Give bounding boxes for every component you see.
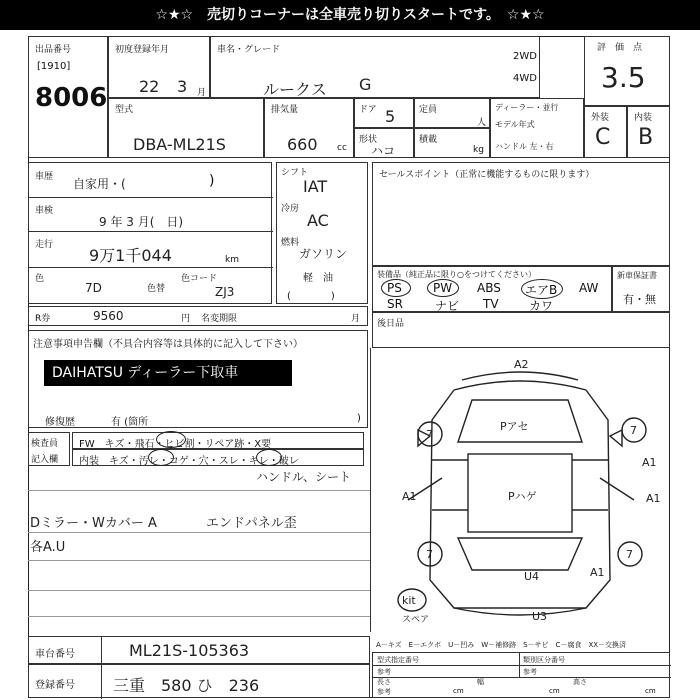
form-cm-1: cm (453, 687, 464, 695)
lot-code: [1910] (37, 61, 71, 72)
model-label: 型式 (115, 105, 134, 115)
label-u3: U3 (532, 610, 548, 623)
interior-box (627, 106, 670, 158)
damage-diagram (372, 350, 670, 636)
inspector-label: 検査員 (31, 439, 59, 449)
handwritten-note-3: エンドパネル歪 (206, 516, 297, 531)
equip-airbag: エアB (525, 283, 558, 297)
entry-label: 記入欄 (31, 455, 59, 465)
label-u4: U4 (524, 570, 540, 583)
tire-rr: 7 (626, 548, 633, 561)
color-value: 7D (85, 281, 102, 295)
form-width: 幅 (477, 678, 484, 686)
registration-label: 登録番号 (35, 680, 75, 691)
equipment-box (372, 266, 612, 312)
drive-2wd: 2WD (513, 51, 537, 62)
spec-block (276, 162, 368, 304)
cc-unit: cc (337, 143, 347, 153)
shape-label: 形状 (359, 135, 378, 145)
grade: G (359, 75, 372, 94)
form-cm-3: cm (645, 687, 656, 695)
interior-grade: B (638, 125, 654, 150)
exterior-label: 外装 (591, 113, 610, 123)
chassis-label: 車台番号 (35, 649, 75, 660)
displacement-label: 排気量 (271, 105, 299, 115)
fuel-light: 軽 油 (303, 273, 333, 284)
capacity-box (414, 98, 490, 128)
color-change-label: 色替 (147, 284, 166, 294)
handwritten-note-2: Dミラー・Wカバー A (30, 516, 157, 531)
color-code-value: ZJ3 (215, 285, 235, 299)
recycle-value: 9560 (93, 309, 124, 323)
drive-4wd: 4WD (513, 73, 537, 84)
capacity-label: 定員 (419, 105, 438, 115)
color-code-label: 色コード (181, 274, 218, 284)
person-unit: 人 (477, 118, 487, 128)
fuel-paren: ( ) (287, 291, 335, 302)
form-ref-b: 参考 (523, 668, 537, 676)
lot-number: 8006 (35, 83, 108, 113)
interior-label: 内装 (634, 113, 653, 123)
label-roof: Pハゲ (508, 490, 537, 503)
yen-unit: 円 (181, 314, 191, 324)
registration-value: 三重 580 ひ 236 (113, 676, 260, 695)
equipment-label: 装備品（純正品に限り○をつけてください） (377, 270, 536, 279)
dealer-note: DAIHATSU ディーラー下取車 (44, 360, 292, 386)
car-name: ルークス (263, 80, 327, 99)
label-pillar: Pアセ (500, 420, 529, 433)
tire-fl: 7 (426, 428, 433, 441)
header-banner: ☆★☆ 売切りコーナーは全車売り切りスタートです。 ☆★☆ (0, 0, 700, 30)
door-box (354, 98, 414, 128)
warranty-label: 新車保証書 (617, 271, 657, 280)
sales-point-box (372, 162, 670, 266)
history-block: 車歴 自家用・( ) 車検 9 年 3 月( 日) 走行 9万1千044 km 色 7D 色替 色コード ZJ3 (28, 162, 272, 304)
lot-label: 出品番号 (35, 45, 72, 55)
equip-ps: PS (387, 281, 402, 295)
inspection-label: 車検 (35, 206, 54, 216)
handwritten-note-4: 各A.U (30, 540, 66, 555)
fw-row-text: FW キズ・飛石・ヒビ割・リペア跡・X要 (79, 439, 272, 450)
fw-row (72, 432, 364, 449)
first-reg-year: 22 (139, 77, 160, 96)
recycle-row (28, 306, 368, 326)
shape-box (354, 128, 414, 158)
form-box (372, 652, 670, 698)
equip-tv: TV (483, 297, 499, 311)
color-label: 色 (35, 274, 45, 284)
shape: ハコ (371, 144, 396, 158)
model: DBA-ML21S (133, 135, 226, 154)
mileage-label: 走行 (35, 240, 54, 250)
deadline-label: 名変期限 (201, 314, 238, 324)
recycle-label: R券 (35, 314, 51, 324)
repair-label: 修復歴 (45, 417, 75, 428)
tire-fr: 7 (630, 424, 637, 437)
shift-label: シフト (281, 168, 309, 178)
model-year-label: モデル年式 (495, 120, 535, 129)
first-reg-label: 初度登録年月 (115, 45, 170, 55)
lot-box (28, 36, 108, 158)
chassis-value: ML21S-105363 (129, 641, 250, 660)
handle-label: ハンドル 左・右 (495, 142, 554, 151)
later-items-label: 後日品 (377, 319, 405, 329)
damage-legend: A－キズ E－エクボ U－凹み W－補修跡 S－サビ C－腐食 XX－交換済 (376, 641, 627, 649)
form-length: 長さ (377, 678, 391, 686)
ac-value: AC (307, 211, 329, 230)
score-label: 評 価 点 (597, 43, 643, 53)
spare-kit: kit (402, 594, 416, 607)
score: 3.5 (601, 61, 646, 94)
kg-unit: kg (473, 145, 484, 155)
registration-row (28, 664, 370, 698)
equip-sr: SR (387, 297, 403, 311)
spare-label: スペア (402, 615, 430, 625)
caution-box: 注意事項申告欄（不具合内容等は具体的に記入して下さい） 修復歴 有 (箇所 ) (28, 330, 368, 428)
car-name-box (210, 36, 540, 98)
tire-rl: 7 (426, 548, 433, 561)
dealer-box (490, 98, 584, 158)
label-a2: A2 (514, 358, 529, 371)
equip-aw: AW (579, 281, 599, 295)
form-height: 高さ (573, 678, 587, 686)
form-a-label: 型式指定番号 (377, 656, 419, 664)
chassis-row (28, 636, 370, 664)
inspector-box (28, 432, 70, 466)
interior-row-text: 内装 キズ・汚レ・コゲ・穴・スレ・キレ・破レ (79, 456, 299, 467)
exterior-box (584, 106, 627, 158)
car-name-label: 車名・グレード (217, 45, 281, 55)
km-unit: km (225, 255, 239, 265)
equip-leather: カワ (529, 299, 554, 313)
later-items-box (372, 312, 670, 348)
fuel-value: ガソリン (299, 247, 348, 261)
label-a1-r1: A1 (642, 456, 657, 469)
equip-navi: ナビ (435, 299, 460, 313)
warranty-value: 有・無 (623, 293, 656, 306)
history-label: 車歴 (35, 172, 54, 182)
door-label: ドア (359, 105, 377, 115)
label-a1-r2: A1 (646, 492, 661, 505)
exterior-grade: C (595, 125, 611, 150)
sales-label: セールスポイント（正常に機能するものに限ります） (379, 170, 595, 180)
history-value: 自家用・( (73, 177, 126, 191)
warranty-box (612, 266, 670, 312)
ac-label: 冷房 (281, 204, 300, 214)
deadline-unit: 月 (351, 314, 361, 324)
doors: 5 (385, 107, 396, 126)
dealer-label: ディーラー・並行 (495, 103, 559, 112)
interior-row (72, 449, 364, 466)
score-box (584, 36, 670, 106)
form-b-label: 類別区分番号 (523, 656, 565, 664)
form-ref-c: 参考 (377, 688, 391, 696)
label-a1-left: A1 (402, 490, 417, 503)
first-reg-month: 3 (177, 77, 188, 96)
label-a1-r3: A1 (590, 566, 605, 579)
model-box (108, 98, 264, 158)
first-reg-box (108, 36, 210, 98)
form-ref-a: 参考 (377, 668, 391, 676)
load-label: 積載 (419, 135, 438, 145)
handwritten-note-1: ハンドル、シート (256, 470, 352, 484)
shift-value: IAT (303, 177, 328, 196)
caution-label: 注意事項申告欄（不具合内容等は具体的に記入して下さい） (33, 339, 303, 350)
fuel-label: 燃料 (281, 238, 300, 248)
repair-value: 有 (箇所 (111, 417, 149, 428)
mileage-value: 9万1千044 (89, 246, 172, 265)
form-cm-2: cm (549, 687, 560, 695)
displacement: 660 (287, 135, 318, 154)
equip-pw: PW (433, 281, 453, 295)
equip-abs: ABS (477, 281, 501, 295)
inspection-value: 9 年 3 月( 日) (99, 215, 184, 229)
month-unit: 月 (197, 88, 207, 98)
displacement-box (264, 98, 354, 158)
load-box (414, 128, 490, 158)
